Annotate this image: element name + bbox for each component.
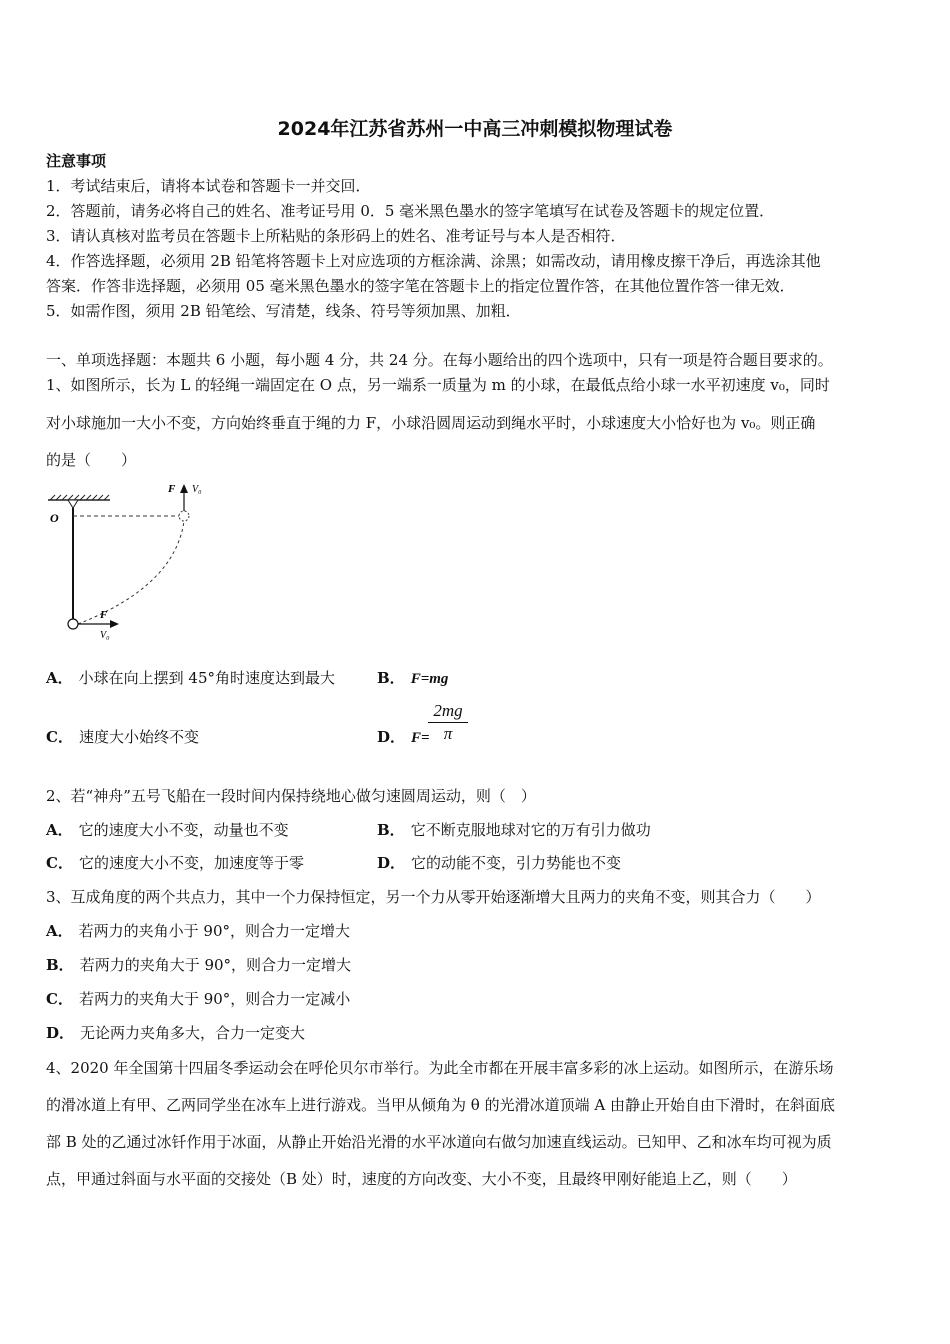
q1-option-b: B． F=mg [377, 669, 449, 687]
q1-pendulum-figure [40, 476, 220, 646]
q4-stem-line: 4、2020 年全国第十四届冬季运动会在呼伦贝尔市举行。为此全市都在开展丰富多彩的冰上运动。如图所示，在游乐场 [46, 1059, 834, 1077]
q2-option-a: A． 它的速度大小不变，动量也不变 [46, 821, 289, 839]
q1-option-a: A． 小球在向上摆到 45°角时速度达到最大 [46, 669, 335, 687]
q3-option-d: D． 无论两力夹角多大，合力一定变大 [46, 1024, 306, 1042]
q1-stem-line: 对小球施加一大小不变，方向始终垂直于绳的力 F，小球沿圆周运动到绳水平时，小球速度大小恰好也为 v₀。则正确 [46, 414, 816, 432]
q1-stem-line: 1、如图所示，长为 L 的轻绳一端固定在 O 点，另一端系一质量为 m 的小球，在最低点给小球一水平初速度 v₀，同时 [46, 376, 830, 394]
label-o: O [50, 511, 59, 525]
q2-option-d: D． 它的动能不变，引力势能也不变 [377, 854, 622, 872]
notice-item: 答案．作答非选择题，必须用 05 毫米黑色墨水的签字笔在答题卡上的指定位置作答，在其他位置作答一律无效． [46, 277, 795, 295]
q2-option-b: B． 它不断克服地球对它的万有引力做功 [377, 821, 651, 839]
fraction-denominator: π [443, 724, 453, 743]
fraction-numerator: 2mg [428, 700, 468, 723]
q1-option-d: D． F= [377, 728, 430, 746]
label-f-top: F [168, 483, 176, 495]
section-heading: 一、单项选择题：本题共 6 小题，每小题 4 分，共 24 分。在每小题给出的四个选项中，只有一项是符合题目要求的。 [46, 351, 833, 369]
notice-item: 1．考试结束后，请将本试卷和答题卡一并交回． [46, 177, 371, 195]
label-v-bottom: V₀ [100, 630, 110, 641]
q1-option-c: C． 速度大小始终不变 [46, 728, 199, 746]
q2-stem: 2、若“神舟”五号飞船在一段时间内保持绕地心做匀速圆周运动，则（ ） [46, 787, 536, 805]
q4-stem-line: 的滑冰道上有甲、乙两同学坐在冰车上进行游戏。当甲从倾角为 θ 的光滑冰道顶端 A 由静止开始自由下滑时，在斜面底 [46, 1096, 835, 1114]
label-f-bottom: F [100, 609, 108, 621]
q3-option-b: B． 若两力的夹角大于 90°，则合力一定增大 [46, 956, 352, 974]
arc-path [78, 521, 184, 624]
q2-option-c: C． 它的速度大小不变，加速度等于零 [46, 854, 304, 872]
ball-top [179, 511, 189, 521]
ball-bottom [68, 619, 78, 629]
notice-heading: 注意事项 [46, 152, 107, 170]
notice-item: 5．如需作图，须用 2B 铅笔绘、写清楚，线条、符号等须加黑、加粗． [46, 302, 521, 320]
arrow-right-head [110, 620, 119, 628]
q3-option-a: A． 若两力的夹角小于 90°，则合力一定增大 [46, 922, 350, 940]
arrow-up-head [180, 484, 188, 493]
q4-stem-line: 点，甲通过斜面与水平面的交接处（B 处）时，速度的方向改变、大小不变，且最终甲刚好能追上乙，则（ ） [46, 1170, 797, 1188]
q1-fraction [428, 700, 468, 745]
q1-stem-line: 的是（ ） [46, 451, 137, 469]
q3-stem: 3、互成角度的两个共点力，其中一个力保持恒定，另一个力从零开始逐渐增大且两力的夹角不变，则其合力（ ） [46, 888, 821, 906]
page-title: 2024年江苏省苏州一中高三冲刺模拟物理试卷 [277, 118, 673, 140]
notice-item: 2．答题前，请务必将自己的姓名、准考证号用 0．5 毫米黑色墨水的签字笔填写在试卷及答题卡的规定位置． [46, 202, 775, 220]
notice-item: 3．请认真核对监考员在答题卡上所粘贴的条形码上的姓名、准考证号与本人是否相符． [46, 227, 626, 245]
q4-stem-line: 部 B 处的乙通过冰钎作用于冰面，从静止开始沿光滑的水平冰道向右做匀加速直线运动。已知甲、乙和冰车均可视为质 [46, 1133, 832, 1151]
notice-item: 4．作答选择题，必须用 2B 铅笔将答题卡上对应选项的方框涂满、涂黑；如需改动，请用橡皮擦干净后，再选涂其他 [46, 252, 821, 270]
q3-option-c: C． 若两力的夹角大于 90°，则合力一定减小 [46, 990, 351, 1008]
label-v-top: V₀ [192, 484, 202, 495]
pivot-triangle [68, 500, 78, 508]
